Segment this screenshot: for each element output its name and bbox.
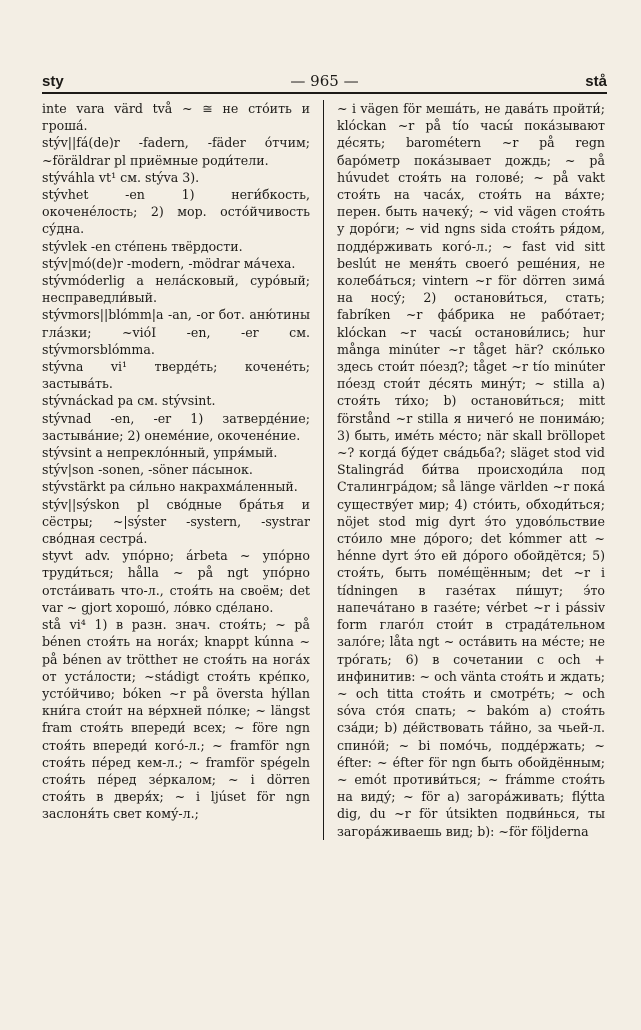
dictionary-entry: stývmóderlig a нела́сковый, суро́вый; несправедли́вый.	[42, 273, 310, 306]
column-divider	[323, 100, 324, 840]
dictionary-entry: stývmors||blómm|a -an, -or бот. аню́тины гла́зки; ~vióI -en, -er см. stývmorsblómma.	[42, 307, 310, 357]
dictionary-entry: ~ i vägen för меша́ть, не дава́ть пройти́; klóckan ~r på tío часы́ пока́зывают де́сять; barométern ~r på regn баро́метр пока́зывает дождь; ~ på húvudet стоя́ть на голове́; ~ på vakt стоя́ть на часа́х, стоя́ть на ва́хте; перен. быть начеку́; ~ vid vägen стоя́ть у доро́ги; ~ vid ngns sida стоя́ть ря́дом, подде́рживать кого́-л.; ~ fast vid sitt beslút не меня́ть своего́ реше́ния, не колеба́ться; vintern ~r för dörren зима́ на носу́; 2) останови́ться, стать; fabríken ~r фа́брика не рабо́тает; klóckan ~r часы́ останови́лись; hur många minúter ~r tåget här? ско́лько здесь стои́т по́езд?; tåget ~r tío minúter по́езд стои́т де́сять мину́т; ~ stilla а) стоя́ть ти́хо; b) останови́ться; mitt förstånd ~r stilla я ничего́ не понима́ю; 3) быть, име́ть ме́сто; när skall bröllopet ~? когда́ бу́дет сва́дьба?; släget stod vid Stalingrád би́тва происходи́ла под Сталингра́дом; så länge världen ~r пока́ существу́ет мир; 4) сто́ить, обходи́ться; nöjet stod mig dyrt э́то удово́льствие сто́ило мне до́рого; det kómmer att ~ hénne dyrt э́то ей до́рого обойдётся; 5) стоя́ть, быть поме́щённым; det ~r i tídningen в газе́тах пи́шут; э́то напеча́тано в газе́те; vérbet ~r i pássiv form глаго́л стои́т в страда́тельном зало́ге; låta ngt ~ оста́вить на ме́сте; не тро́гать; 6) в сочетании с och + инфинитив: ~ och vänta стоя́ть и ждать; ~ och titta стоя́ть и смотре́ть; ~ och sóva сто́я спать; ~ bakóm а) стоя́ть сза́ди; b) де́йствовать та́йно, за чьей-л. спино́й; ~ bi помо́чь, подде́ржать; ~ éfter: ~ éfter för ngn быть обойдённым; ~ emót противи́ться; ~ frámme стоя́ть на виду́; ~ för а) загора́живать; flýtta dig, du ~r för útsikten подви́нься, ты загора́живаешь вид; b): ~för följderna	[337, 101, 605, 839]
dictionary-entry: inte vara värd två ~ ≅ не сто́ить и гроша́.	[42, 101, 310, 134]
dictionary-entry: stývsint a непрекло́нный, упря́мый.	[42, 445, 278, 461]
right-column	[337, 100, 605, 840]
text-columns	[42, 100, 607, 840]
dictionary-entry: stývnáckad pa см. stývsint.	[42, 393, 216, 409]
page-header	[42, 68, 607, 94]
dictionary-entry: stývlek -en сте́пень твёрдости.	[42, 238, 243, 254]
dictionary-entry: stýváhla vt¹ см. stýva 3).	[42, 169, 200, 185]
dictionary-entry: stývstärkt pa си́льно накрахма́ленный.	[42, 479, 298, 495]
dictionary-entry: stýv||fá(de)r -fadern, -fäder о́тчим; ~föräldrar pl приёмные роди́тели.	[42, 135, 310, 168]
dictionary-entry: stývna vi¹ тверде́ть; кочене́ть; застыва́ть.	[42, 359, 310, 392]
header-left-guideword: sty	[42, 73, 64, 90]
left-column	[42, 100, 310, 840]
dictionary-entry: stå vi⁴ 1) в разн. знач. стоя́ть; ~ på bénen стоя́ть на нога́х; knappt kúnna ~ på bénen av tröttheт не стоя́ть на нога́х от уста́лости; ~stádigt стоя́ть кре́пко, усто́йчиво; bóken ~r på översta hýllan кни́га стои́т на ве́рхней по́лке; ~ längst fram стоя́ть впереди́ всех; ~ före ngn стоя́ть впереди́ кого́-л.; ~ framför ngn стоя́ть пе́ред кем-л.; ~ framför spégeln стоя́ть пе́ред зе́ркалом; ~ i dörren стоя́ть в дверя́х; ~ i ljúset för ngn заслоня́ть свет кому́-л.;	[42, 617, 310, 822]
dictionary-entry: stýv||sýskon pl сво́дные бра́тья и сёстры; ~|sýster -systern, -systrar сво́дная сестра́.	[42, 496, 310, 547]
dictionary-entry: stýv|mó(de)r -modern, -mödrar ма́чеха.	[42, 255, 296, 271]
dictionary-entry: stývhet -en 1) неги́бкость, окоченéлость; 2) мор. осто́йчивость су́дна.	[42, 187, 310, 237]
header-right-guideword: stå	[585, 73, 607, 90]
dictionary-entry: stýv|son -sonen, -söner па́сынок.	[42, 462, 253, 478]
page-number: — 965 —	[290, 72, 359, 90]
dictionary-entry: stývnad -en, -er 1) затверде́ние; застыва́ние; 2) онеме́ние, окочене́ние.	[42, 410, 310, 443]
dictionary-entry: styvt adv. упо́рно; árbeta ~ упо́рно труди́ться; hålla ~ på ngt упо́рно отста́ивать что-л., стоя́ть на своём; det var ~ gjort хорошо́, ло́вко сде́лано.	[42, 548, 310, 615]
